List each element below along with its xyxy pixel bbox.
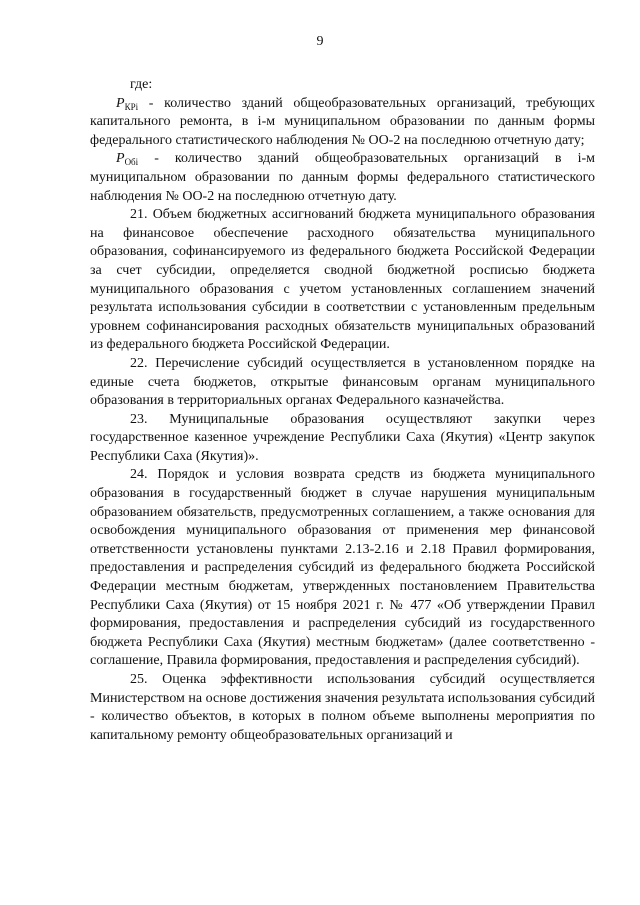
document-body <box>90 76 595 745</box>
paragraph-21: 21. Объем бюджетных ассигнований бюджета муниципального образования на финансовое обеспечение расходного обязательства муниципального образования, софинансируемого из федерального бюджета Российской Федерации за счет субсидии, определяется сводной бюджетной росписью бюджета муниципального образования с учетом установленных соглашением значений результата использования субсидии в соответствии с установленным предельным уровнем софинансирования расходных обязательств муниципальных образований из федерального бюджета Российской Федерации. <box>90 207 595 353</box>
where-label: где: <box>130 77 153 92</box>
formula-symbol: $P_{Обi}$ <box>116 151 139 168</box>
definition-p-kr <box>90 95 595 151</box>
formula-symbol: $P_{КРi}$ <box>116 95 139 112</box>
paragraph-23: 23. Муниципальные образования осуществляют закупки через государственное казенное учреждение Республики Саха (Якутия) «Центр закупок Республики Саха (Якутия)». <box>90 411 595 464</box>
definition-text: - количество зданий общеобразовательных организаций, требующих капитального ремонта, в i-м муниципальном образовании по данным формы федерального статистического наблюдения № ОО-2 на последнюю отчетную дату; <box>90 95 596 148</box>
paragraph-24: 24. Порядок и условия возврата средств из бюджета муниципального образования в государственный бюджет в случае нарушения муниципальным образованием обязательств, предусмотренных соглашением, а также основания для освобождения муниципального образования от применения мер финансовой ответственности установлены пунктами 2.13-2.16 и 2.18 Правил формирования, предоставления и распределения субсидий из федерального бюджета Российской Федерации местным бюджетам, утвержденных постановлением Правительства Республики Саха (Якутия) от 15 ноября 2021 г. № 477 «Об утверждении Правил формирования, предоставления и распределения субсидий из государственного бюджета Республики Саха (Якутия) местным бюджетам» (далее соответственно - соглашение, Правила формирования, предоставления и распределения субсидий). <box>90 467 595 669</box>
paragraph-22: 22. Перечисление субсидий осуществляется в установленном порядке на единые счета бюджетов, открытые финансовым органам муниципального образования в территориальных органах Федерального казначейства. <box>90 355 595 409</box>
definition-p-ob <box>90 150 595 206</box>
paragraph-25: 25. Оценка эффективности использования субсидий осуществляется Министерством на основе достижения значения результата использования субсидий - количество объектов, в которых в полном объеме выполнены мероприятия по капитальному ремонту общеобразовательных организаций и <box>90 672 595 743</box>
page-number: 9 <box>316 34 324 49</box>
definition-text: - количество зданий общеобразовательных организаций в i-м муниципальном образовании по данным формы федерального статистического наблюдения № ОО-2 на последнюю отчетную дату. <box>90 151 595 204</box>
